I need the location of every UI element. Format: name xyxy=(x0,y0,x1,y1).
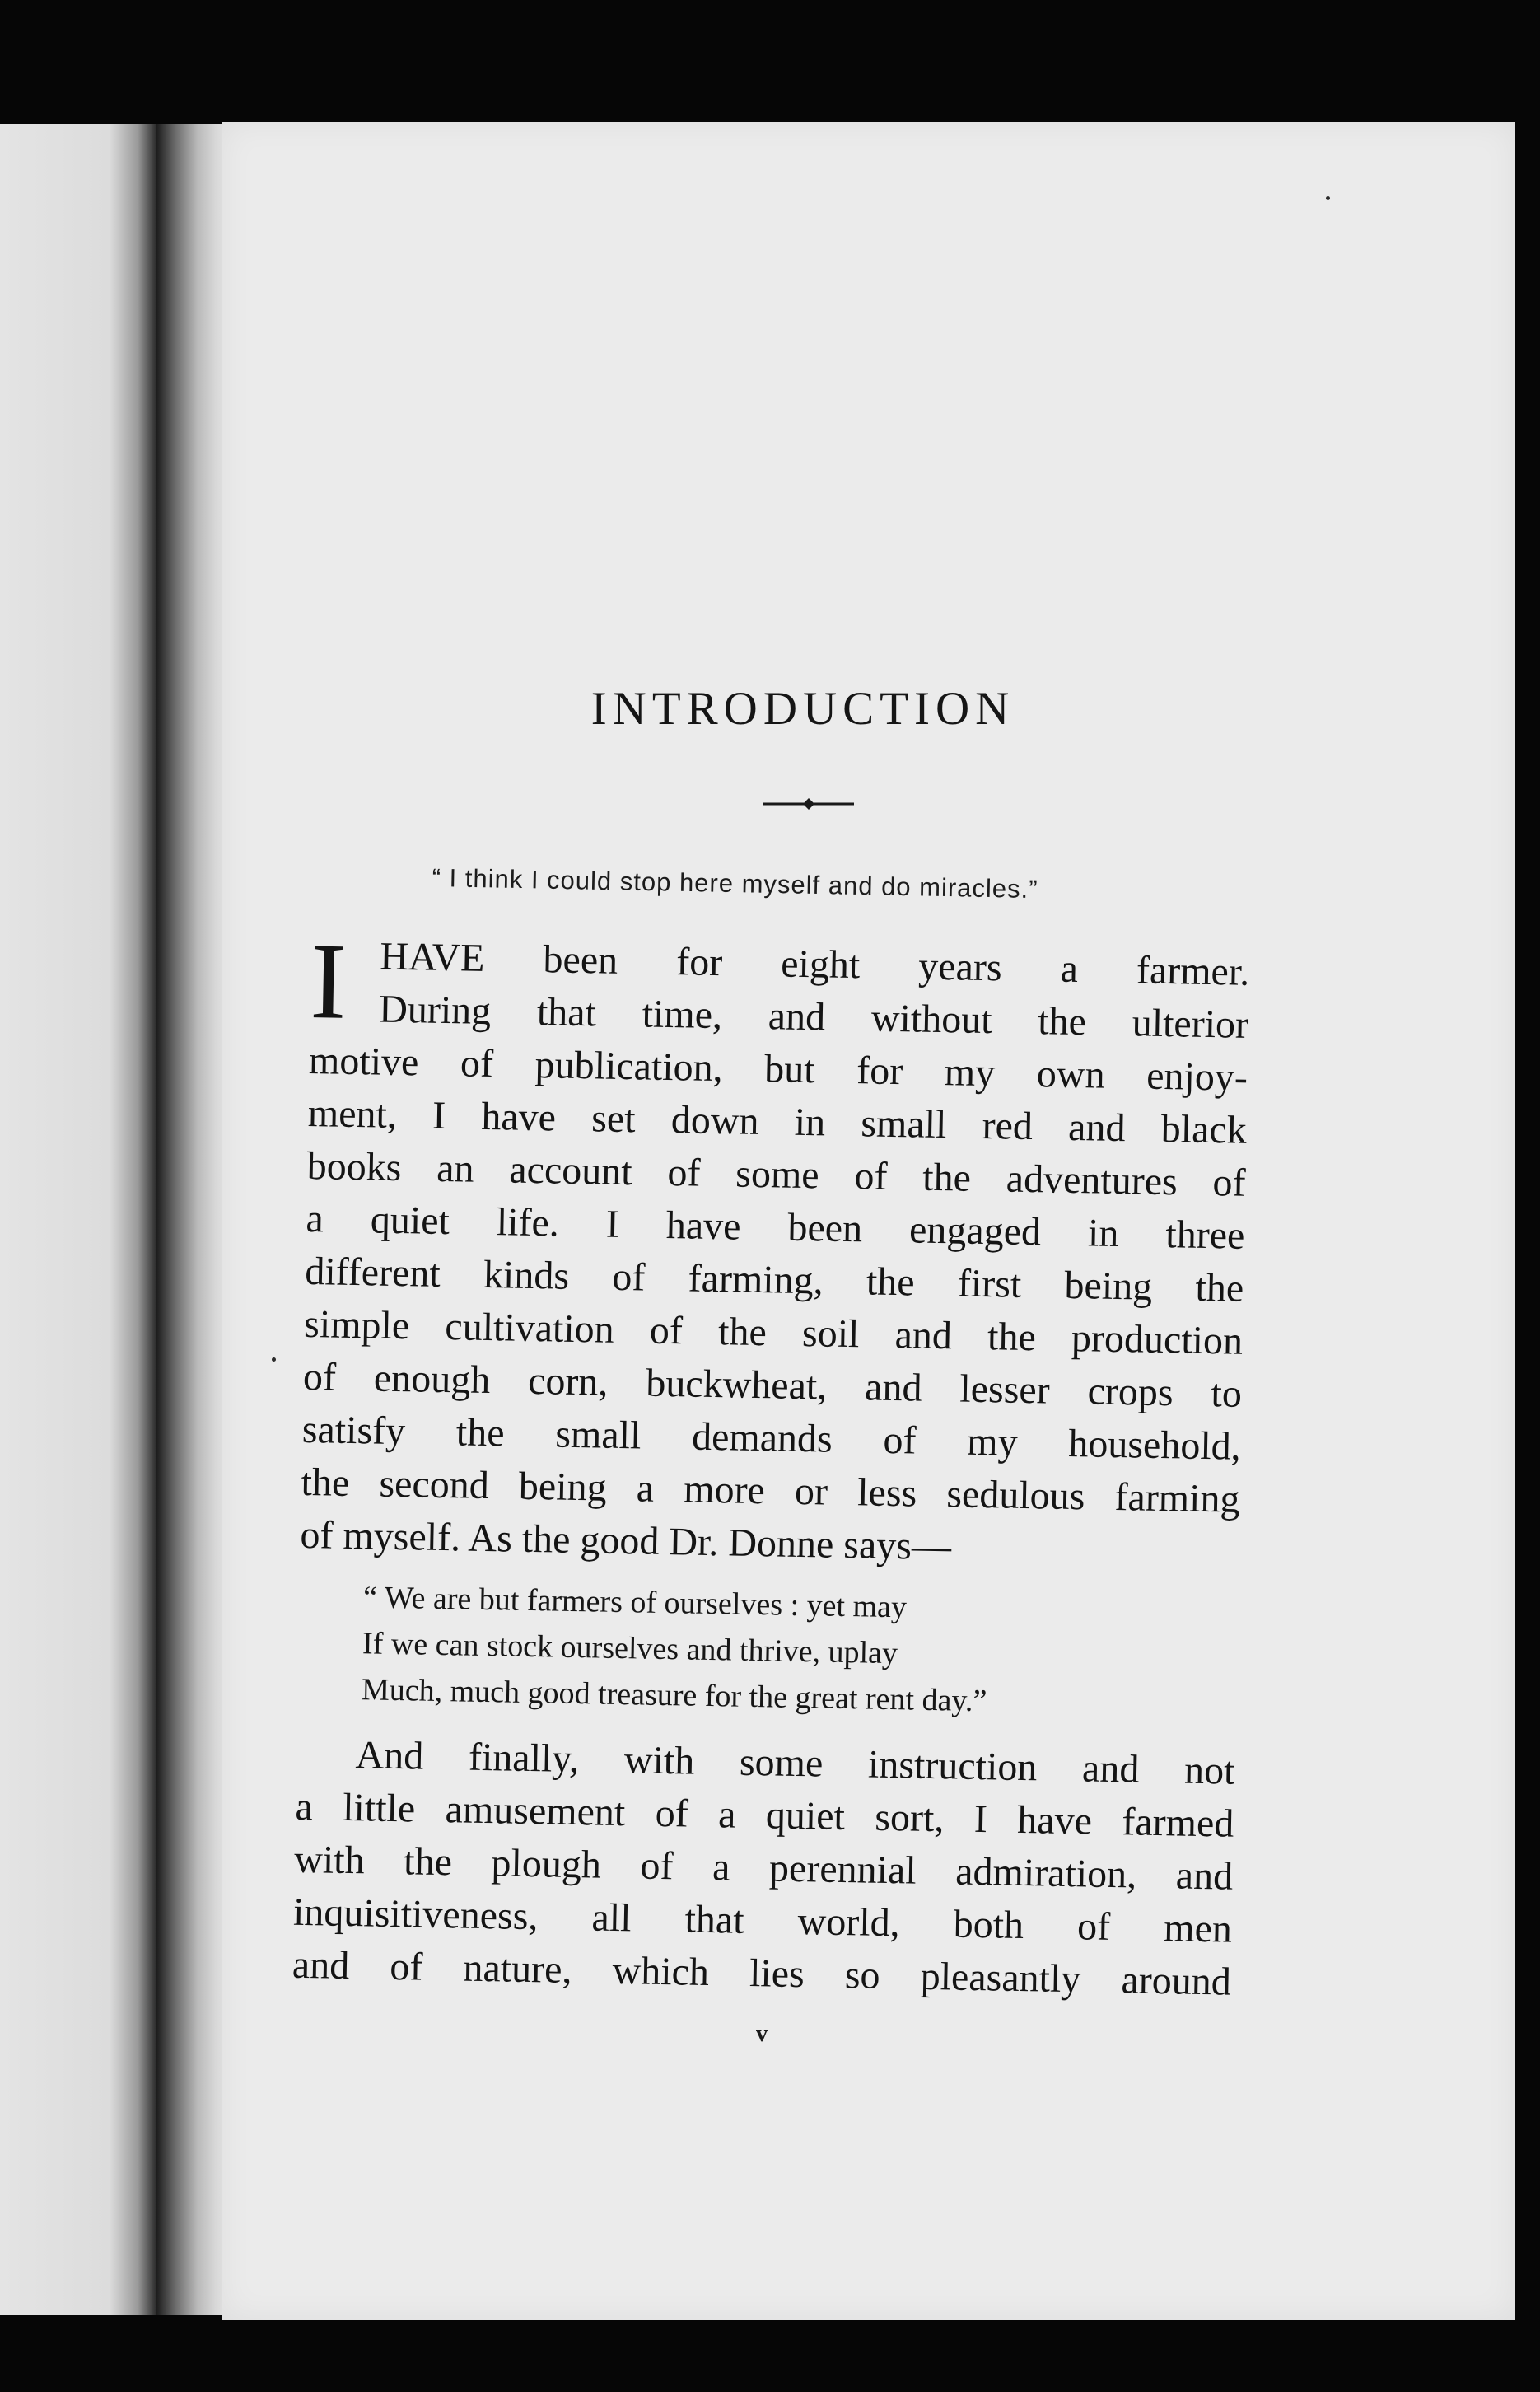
text-line: HAVE been for eight years a farmer. xyxy=(379,934,1250,994)
text-line: a quiet life. I have been engaged in three xyxy=(306,1196,1245,1258)
page-number: v xyxy=(756,2021,768,2047)
quote-line: Much, much good treasure for the great rent day.” xyxy=(361,1672,987,1719)
quote-line: If we can stock ourselves and thrive, uplay xyxy=(362,1626,898,1671)
page-sheet xyxy=(222,122,1515,2320)
text-line: a little amusement of a quiet sort, I have farmed xyxy=(294,1784,1234,1846)
facing-page-edge xyxy=(0,124,156,2315)
text-line: And finally, with some instruction and not xyxy=(355,1733,1235,1793)
text-line: satisfy the small demands of my household, xyxy=(301,1407,1242,1469)
body-text xyxy=(292,920,1250,2009)
book-gutter-shadow xyxy=(156,124,231,2315)
dust-speck xyxy=(272,1357,276,1362)
text-line: motive of publication, but for my own enjoy- xyxy=(308,1038,1248,1100)
ornament-rule-icon xyxy=(762,796,856,812)
chapter-title: INTRODUCTION xyxy=(590,683,1015,735)
text-line: with the plough of a perennial admiration, and xyxy=(293,1837,1234,1899)
block-quote xyxy=(362,1574,1105,1726)
epigraph: “ I think I could stop here myself and do miracles.” xyxy=(432,863,1038,904)
drop-cap: I xyxy=(309,920,348,1042)
paragraph-1 xyxy=(300,920,1250,1579)
quote-line: “ We are but farmers of ourselves : yet may xyxy=(362,1580,908,1625)
text-line: ment, I have set down in small red and black xyxy=(307,1091,1248,1152)
paragraph-2 xyxy=(292,1728,1235,2009)
text-line: of enough corn, buckwheat, and lesser crops to xyxy=(302,1354,1243,1416)
text-line: simple cultivation of the soil and the production xyxy=(303,1301,1244,1363)
text-line: of myself. As the good Dr. Donne says— xyxy=(300,1512,952,1569)
dust-speck xyxy=(1326,196,1330,200)
text-line: books an account of some of the adventures of xyxy=(306,1143,1247,1205)
text-line: inquisitiveness, all that world, both of men xyxy=(292,1890,1233,1951)
text-line: different kinds of farming, the first being the xyxy=(304,1249,1244,1310)
text-line: During that time, and without the ulterior xyxy=(378,987,1249,1047)
text-line: the second being a more or less sedulous farming xyxy=(301,1460,1240,1521)
text-line: and of nature, which lies so pleasantly around xyxy=(292,1942,1232,2004)
